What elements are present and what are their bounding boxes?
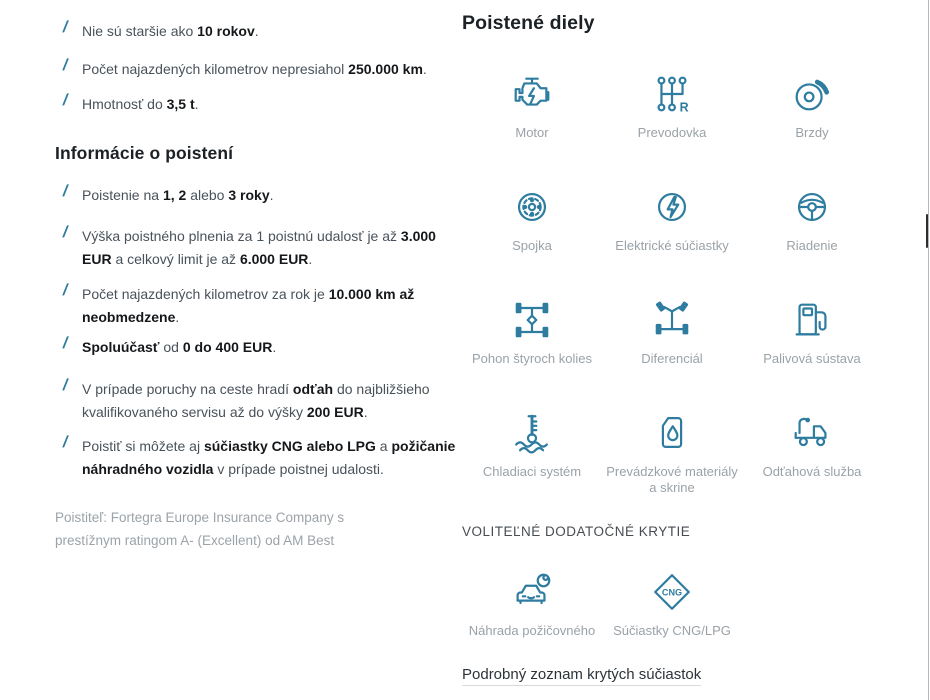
coolant-thermometer-icon [509,407,555,459]
bullet-item [55,225,475,271]
part-label: Riadenie [786,238,838,253]
slash-bullet-icon: / [61,377,70,394]
optional-coverage-grid [462,566,882,679]
brake-disc-icon [789,68,835,120]
right-edge-border [928,0,929,700]
insured-parts-title: Poistené diely [462,12,595,34]
part-brake-disc [742,68,882,181]
part-label: Prevádzkové materiály a skrine [606,464,738,495]
bullet-item [55,336,475,359]
bullet-text: Poistiť si môžete aj súčiastky CNG alebo LPG a požičanie náhradného vozidla v prípade poistnej udalosti. [82,438,456,477]
part-label: Elektrické súčiastky [615,238,729,253]
part-label: Náhrada požičovného [468,623,596,638]
insured-parts-grid [462,68,882,520]
svg-text:CNG: CNG [661,587,683,598]
slash-bullet-icon: / [61,19,70,36]
slash-bullet-icon: / [61,92,70,109]
awd-chassis-icon [509,294,555,346]
bullet-text: Počet najazdených kilometrov za rok je 10.000 km až neobmedzene. [82,286,415,325]
part-label: Odťahová služba [762,464,862,479]
engine-icon [509,68,555,120]
part-gearbox [602,68,742,181]
part-steering-wheel [742,181,882,294]
bullet-text: Spoluúčasť od 0 do 400 EUR. [82,339,277,355]
slash-bullet-icon: / [61,57,70,74]
fuel-pump-icon [789,294,835,346]
svg-text:R: R [679,100,689,115]
gearbox-icon [649,68,695,120]
bullet-item [55,58,475,81]
part-label: Diferenciál [641,351,703,366]
part-fuel-pump [742,294,882,407]
part-label: Motor [515,125,549,140]
bullet-item [55,378,475,424]
right-column [462,0,882,700]
part-label: Prevodovka [637,125,707,140]
bullet-item [55,20,475,43]
part-engine [462,68,602,181]
part-label: Palivová sústava [763,351,861,366]
part-lightning-circle [602,181,742,294]
cng-diamond-icon [649,566,695,618]
slash-bullet-icon: / [61,335,70,352]
steering-wheel-icon [789,181,835,233]
covered-parts-link[interactable]: Podrobný zoznam krytých súčiastok [462,666,701,686]
scrollbar-thumb[interactable] [926,214,928,248]
part-tow-truck [742,407,882,520]
bullet-text: Nie sú staršie ako 10 rokov. [82,23,259,39]
slash-bullet-icon: / [61,282,70,299]
part-label: Chladiaci systém [482,464,582,479]
part-oil-canister [602,407,742,520]
bullet-item [55,93,475,116]
bullet-text: V prípade poruchy na ceste hradí odťah do najbližšieho kvalifikovaného servisu až do výšky 200 EUR. [82,381,430,420]
part-coolant-thermometer [462,407,602,520]
part-cng-diamond [602,566,742,679]
bullet-text: Výška poistného plnenia za 1 poistnú udalosť je až 3.000 EUR a celkový limit je až 6.000 EUR. [82,228,436,267]
bullet-text: Počet najazdených kilometrov nepresiahol 250.000 km. [82,61,427,77]
rental-car-icon [509,566,555,618]
part-awd-chassis [462,294,602,407]
slash-bullet-icon: / [61,183,70,200]
bullet-item [55,184,475,207]
slash-bullet-icon: / [61,434,70,451]
bullet-text: Poistenie na 1, 2 alebo 3 roky. [82,187,274,203]
part-label: Spojka [512,238,552,253]
clutch-icon [509,181,555,233]
insurance-info-heading: Informácie o poistení [55,143,234,163]
bullet-item [55,283,475,329]
bullet-item [55,435,475,481]
left-column [55,0,475,700]
part-rental-car [462,566,602,679]
optional-coverage-heading: VOLITEĽNÉ DODATOČNÉ KRYTIE [462,524,691,539]
part-label: Pohon štyroch kolies [472,351,592,366]
lightning-circle-icon [649,181,695,233]
insurer-footnote: Poistiteľ: Fortegra Europe Insurance Company s prestížnym ratingom A- (Excellent) od AM Best [55,510,345,548]
bullet-text: Hmotnosť do 3,5 t. [82,96,199,112]
part-label: Súčiastky CNG/LPG [613,623,731,638]
part-differential [602,294,742,407]
oil-canister-icon [649,407,695,459]
differential-icon [649,294,695,346]
tow-truck-icon [789,407,835,459]
slash-bullet-icon: / [61,224,70,241]
part-label: Brzdy [795,125,829,140]
part-clutch [462,181,602,294]
